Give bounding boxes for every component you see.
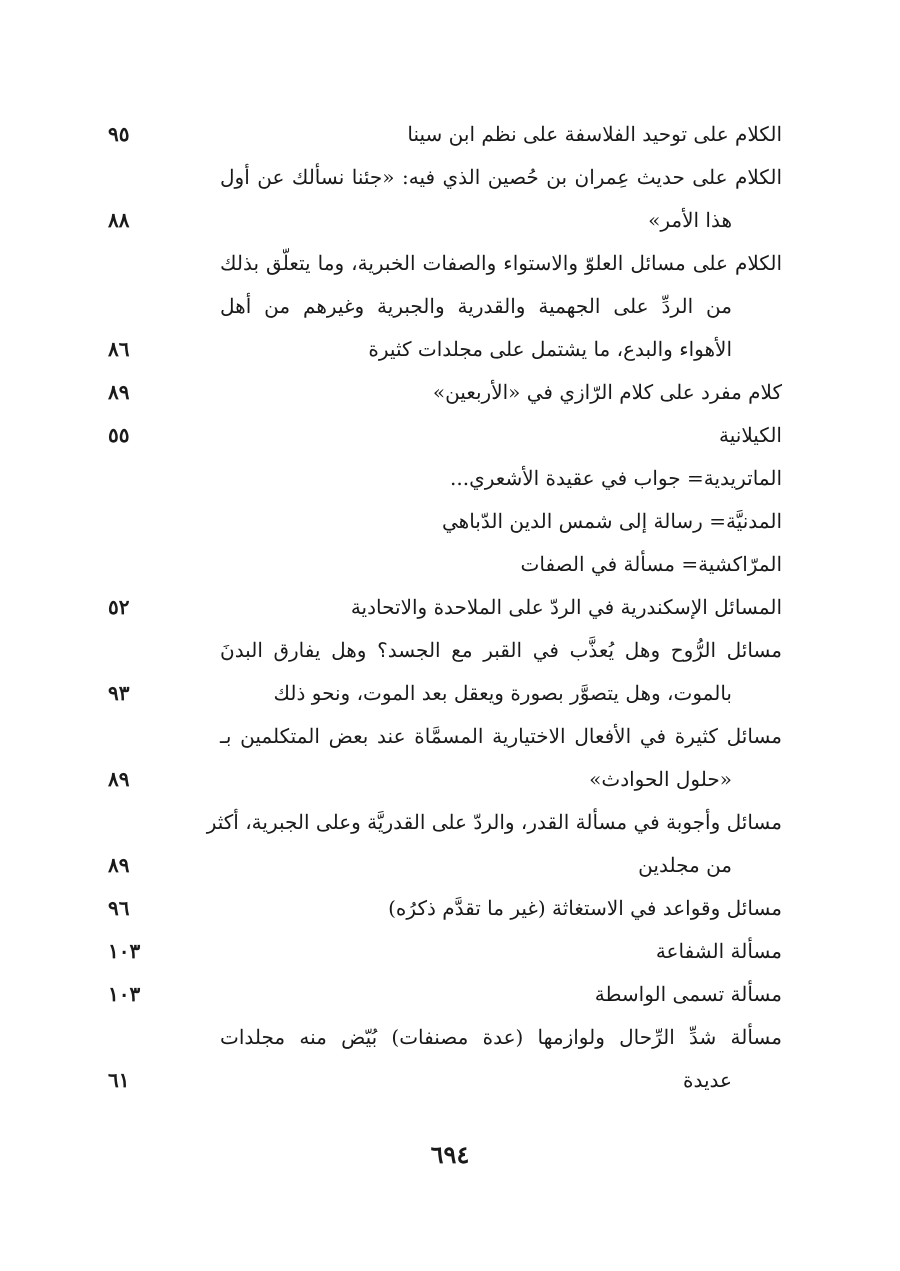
entry-text: عديدة xyxy=(683,1068,732,1092)
entry-text: مسألة تسمى الواسطة xyxy=(594,982,782,1006)
entry-text: الكلام على مسائل العلوّ والاستواء والصفات الخبرية، وما يتعلّق بذلك xyxy=(220,251,782,275)
entry-page-number: ٩٦ xyxy=(108,896,130,920)
index-entry-continuation xyxy=(100,1059,790,1101)
index-entry xyxy=(100,586,790,628)
entry-page-number: ٨٩ xyxy=(108,380,130,404)
entry-text: المدنيَّة= رسالة إلى شمس الدين الدّباهي xyxy=(441,509,782,533)
index-entry-continuation xyxy=(100,758,790,800)
entry-page-number: ١٠٣ xyxy=(108,939,141,963)
index-entry xyxy=(100,801,790,843)
entry-text: بالموت، وهل يتصوَّر بصورة ويعقل بعد الموت، ونحو ذلك xyxy=(273,681,732,705)
entry-page-number: ٨٨ xyxy=(108,208,130,232)
entry-page-number: ٦١ xyxy=(108,1068,130,1092)
index-entry xyxy=(100,715,790,757)
entry-text: المرّاكشية= مسألة في الصفات xyxy=(520,552,782,576)
entry-text: مسائل وأجوبة في مسألة القدر، والردّ على القدريَّة وعلى الجبرية، أكثر xyxy=(206,810,782,834)
index-entry xyxy=(100,156,790,198)
entry-text: مسائل الرُّوح وهل يُعذَّب في القبر مع الجسد؟ وهل يفارق البدنَ xyxy=(220,638,782,662)
entry-page-number: ٩٣ xyxy=(108,681,130,705)
index-entry-continuation xyxy=(100,672,790,714)
entry-page-number: ٩٥ xyxy=(108,122,130,146)
entry-text: مسألة الشفاعة xyxy=(655,939,782,963)
entry-text: «حلول الحوادث» xyxy=(589,767,732,791)
index-entry xyxy=(100,930,790,972)
entry-page-number: ١٠٣ xyxy=(108,982,141,1006)
index-entry xyxy=(100,414,790,456)
index-entry xyxy=(100,973,790,1015)
index-entry xyxy=(100,242,790,284)
index-entry-continuation xyxy=(100,199,790,241)
index-entry-continuation xyxy=(100,844,790,886)
index-entry xyxy=(100,457,790,499)
entry-page-number: ٨٦ xyxy=(108,337,130,361)
index-entry xyxy=(100,500,790,542)
entry-text: الكلام على حديث عِمران بن حُصين الذي فيه: «جئنا نسألك عن أول xyxy=(220,165,782,189)
index-entry xyxy=(100,1016,790,1058)
page-number: ٦٩٤ xyxy=(430,1140,470,1169)
index-entry xyxy=(100,887,790,929)
entry-text: من الردِّ على الجهمية والقدرية والجبرية وغيرهم من أهل xyxy=(220,294,732,318)
index-entry xyxy=(100,629,790,671)
index-entry-continuation xyxy=(100,285,790,327)
index-entry xyxy=(100,113,790,155)
entry-page-number: ٨٩ xyxy=(108,853,130,877)
entry-text: مسائل كثيرة في الأفعال الاختيارية المسمَّاة عند بعض المتكلمين بـ xyxy=(220,724,782,748)
entry-text: هذا الأمر» xyxy=(648,208,732,232)
entry-text: المسائل الإسكندرية في الردّ على الملاحدة والاتحادية xyxy=(350,595,782,619)
entry-page-number: ٥٥ xyxy=(108,423,130,447)
index-entry-continuation xyxy=(100,328,790,370)
entry-page-number: ٨٩ xyxy=(108,767,130,791)
entry-text: الكيلانية xyxy=(719,423,782,447)
index-entry xyxy=(100,543,790,585)
entry-page-number: ٥٢ xyxy=(108,595,130,619)
index-entry xyxy=(100,371,790,413)
entry-text: من مجلدين xyxy=(638,853,732,877)
entry-text: كلام مفرد على كلام الرّازي في «الأربعين» xyxy=(432,380,782,404)
entry-text: الكلام على توحيد الفلاسفة على نظم ابن سينا xyxy=(407,122,782,146)
entry-text: الأهواء والبدع، ما يشتمل على مجلدات كثيرة xyxy=(368,337,732,361)
entry-text: مسألة شدِّ الرِّحال ولوازمها (عدة مصنفات) بُيّض منه مجلدات xyxy=(220,1025,782,1049)
entry-text: الماتريدية= جواب في عقيدة الأشعري... xyxy=(450,466,782,490)
entry-text: مسائل وقواعد في الاستغاثة (غير ما تقدَّم ذكرُه) xyxy=(388,896,782,920)
